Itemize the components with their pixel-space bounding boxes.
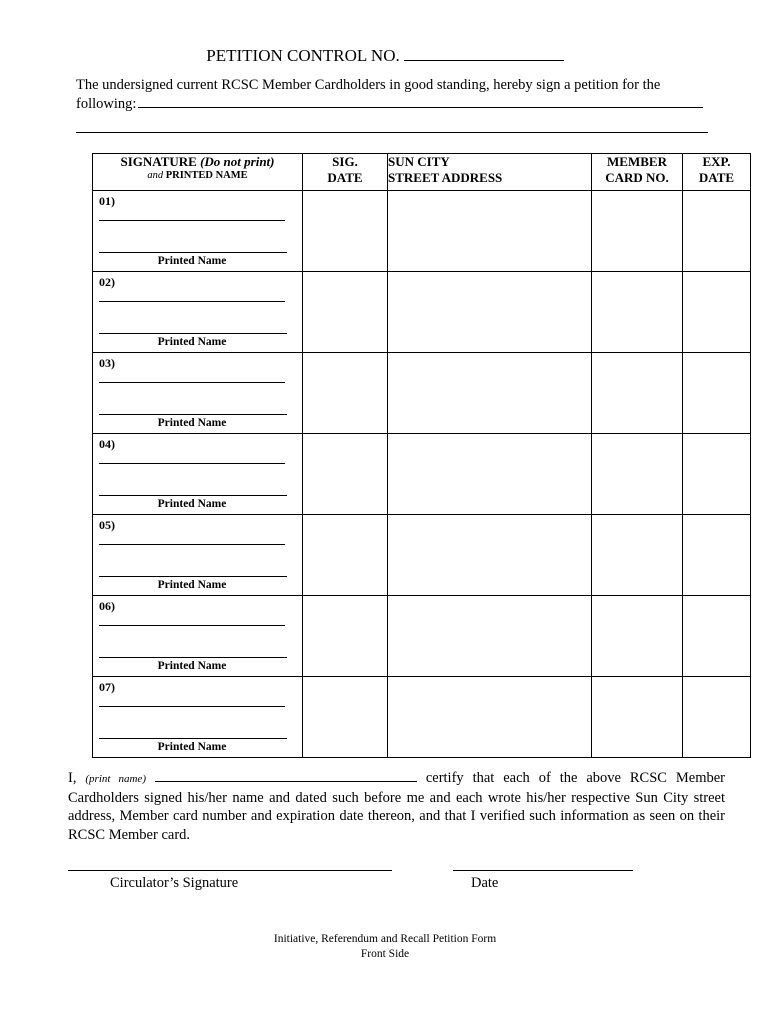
footer-line1: Initiative, Referendum and Recall Petition Form: [273, 933, 497, 945]
signature-cell[interactable]: [93, 434, 303, 515]
col-header-signature-label: SIGNATURE: [120, 154, 197, 169]
circulator-signature-line[interactable]: [68, 870, 392, 871]
col-header-exp-date: [683, 154, 751, 191]
col-header-exp-line1: EXP.: [702, 154, 731, 169]
printed-name-label: Printed Name: [157, 417, 227, 429]
street-address-cell[interactable]: [388, 191, 592, 272]
street-address-cell[interactable]: [388, 434, 592, 515]
col-header-exp-line2: DATE: [698, 170, 735, 185]
printed-name-label: Printed Name: [157, 579, 227, 591]
sig-date-cell[interactable]: [303, 677, 388, 758]
intro-text: The undersigned current RCSC Member Cardholders in good standing, hereby sign a petition for the following:: [76, 77, 661, 112]
signature-line[interactable]: [99, 382, 285, 383]
table-row: [93, 596, 751, 677]
printed-name-label: Printed Name: [157, 336, 227, 348]
signature-cell[interactable]: [93, 515, 303, 596]
printed-name-label: Printed Name: [157, 255, 227, 267]
street-address-cell[interactable]: [388, 596, 592, 677]
col-header-member-card: [592, 154, 683, 191]
page-title: PETITION CONTROL NO.: [206, 46, 400, 65]
signature-line[interactable]: [99, 706, 285, 707]
col-header-printed-name: PRINTED NAME: [165, 170, 248, 181]
member-card-cell[interactable]: [592, 434, 683, 515]
signature-cell[interactable]: [93, 677, 303, 758]
exp-date-cell[interactable]: [683, 272, 751, 353]
exp-date-cell[interactable]: [683, 353, 751, 434]
printed-name-label: Printed Name: [157, 660, 227, 672]
table-header-row: [93, 154, 751, 191]
col-header-address-line2: STREET ADDRESS: [388, 170, 503, 185]
table-row: [93, 515, 751, 596]
street-address-cell[interactable]: [388, 677, 592, 758]
signature-line[interactable]: [99, 544, 285, 545]
signature-cell[interactable]: [93, 191, 303, 272]
sig-date-cell[interactable]: [303, 434, 388, 515]
col-header-signature: [93, 154, 303, 191]
member-card-cell[interactable]: [592, 272, 683, 353]
member-card-cell[interactable]: [592, 191, 683, 272]
exp-date-cell[interactable]: [683, 191, 751, 272]
row-number: 05): [99, 518, 115, 532]
row-number: 01): [99, 194, 115, 208]
printed-name-line[interactable]: [99, 576, 287, 577]
row-number: 04): [99, 437, 115, 451]
col-header-signature-note: (Do not print): [200, 154, 275, 169]
col-header-member-line1: MEMBER: [607, 154, 667, 169]
col-header-sig-date: [303, 154, 388, 191]
member-card-cell[interactable]: [592, 353, 683, 434]
date-label: Date: [471, 875, 499, 891]
printed-name-line[interactable]: [99, 738, 287, 739]
table-row: [93, 434, 751, 515]
certification-paragraph: [68, 769, 725, 844]
printed-name-line[interactable]: [99, 414, 287, 415]
col-header-address: [388, 154, 592, 191]
table-row: [93, 272, 751, 353]
signature-cell[interactable]: [93, 596, 303, 677]
signature-table: [92, 153, 751, 758]
col-header-and: and: [147, 170, 164, 181]
printed-name-line[interactable]: [99, 333, 287, 334]
member-card-cell[interactable]: [592, 515, 683, 596]
table-row: [93, 677, 751, 758]
printed-name-line[interactable]: [99, 657, 287, 658]
printed-name-line[interactable]: [99, 495, 287, 496]
row-number: 02): [99, 275, 115, 289]
col-header-address-line1: SUN CITY: [388, 154, 450, 169]
sig-date-cell[interactable]: [303, 191, 388, 272]
sig-date-cell[interactable]: [303, 353, 388, 434]
sig-date-cell[interactable]: [303, 515, 388, 596]
street-address-cell[interactable]: [388, 515, 592, 596]
printed-name-label: Printed Name: [157, 741, 227, 753]
row-number: 06): [99, 599, 115, 613]
col-header-sig-date-line2: DATE: [327, 170, 363, 185]
signature-line[interactable]: [99, 220, 285, 221]
col-header-member-line2: CARD NO.: [605, 170, 669, 185]
footer-line2: Front Side: [360, 948, 410, 960]
petition-purpose-field[interactable]: [138, 94, 703, 108]
row-number: 03): [99, 356, 115, 370]
signature-line[interactable]: [99, 463, 285, 464]
certify-text: certify that each of the above RCSC Member Cardholders signed his/her name and dated such before me and each wrote his/her respective Sun City street address, Member card number and expiration date thereon, and that I verified such information as seen on their RCSC Member card.: [68, 770, 726, 843]
table-row: [93, 191, 751, 272]
certify-prefix: I,: [68, 770, 77, 786]
circulator-date-line[interactable]: [453, 870, 633, 871]
col-header-sig-date-line1: SIG.: [332, 154, 358, 169]
sig-date-cell[interactable]: [303, 596, 388, 677]
exp-date-cell[interactable]: [683, 677, 751, 758]
printed-name-line[interactable]: [99, 252, 287, 253]
signature-line[interactable]: [99, 301, 285, 302]
exp-date-cell[interactable]: [683, 596, 751, 677]
signature-cell[interactable]: [93, 353, 303, 434]
circulator-signature-label: Circulator’s Signature: [110, 875, 239, 891]
member-card-cell[interactable]: [592, 677, 683, 758]
petition-purpose-field-line2[interactable]: [76, 132, 708, 133]
row-number: 07): [99, 680, 115, 694]
exp-date-cell[interactable]: [683, 515, 751, 596]
exp-date-cell[interactable]: [683, 434, 751, 515]
street-address-cell[interactable]: [388, 353, 592, 434]
petition-control-title: [0, 46, 770, 66]
print-name-hint: (print name): [85, 773, 146, 785]
sig-date-cell[interactable]: [303, 272, 388, 353]
signature-line[interactable]: [99, 625, 285, 626]
form-footer: [0, 932, 770, 962]
table-row: [93, 353, 751, 434]
control-number-field[interactable]: [404, 46, 564, 61]
member-card-cell[interactable]: [592, 596, 683, 677]
street-address-cell[interactable]: [388, 272, 592, 353]
printed-name-label: Printed Name: [157, 498, 227, 510]
circulator-print-name-field[interactable]: [155, 769, 417, 782]
signature-cell[interactable]: [93, 272, 303, 353]
intro-paragraph: [76, 76, 716, 113]
